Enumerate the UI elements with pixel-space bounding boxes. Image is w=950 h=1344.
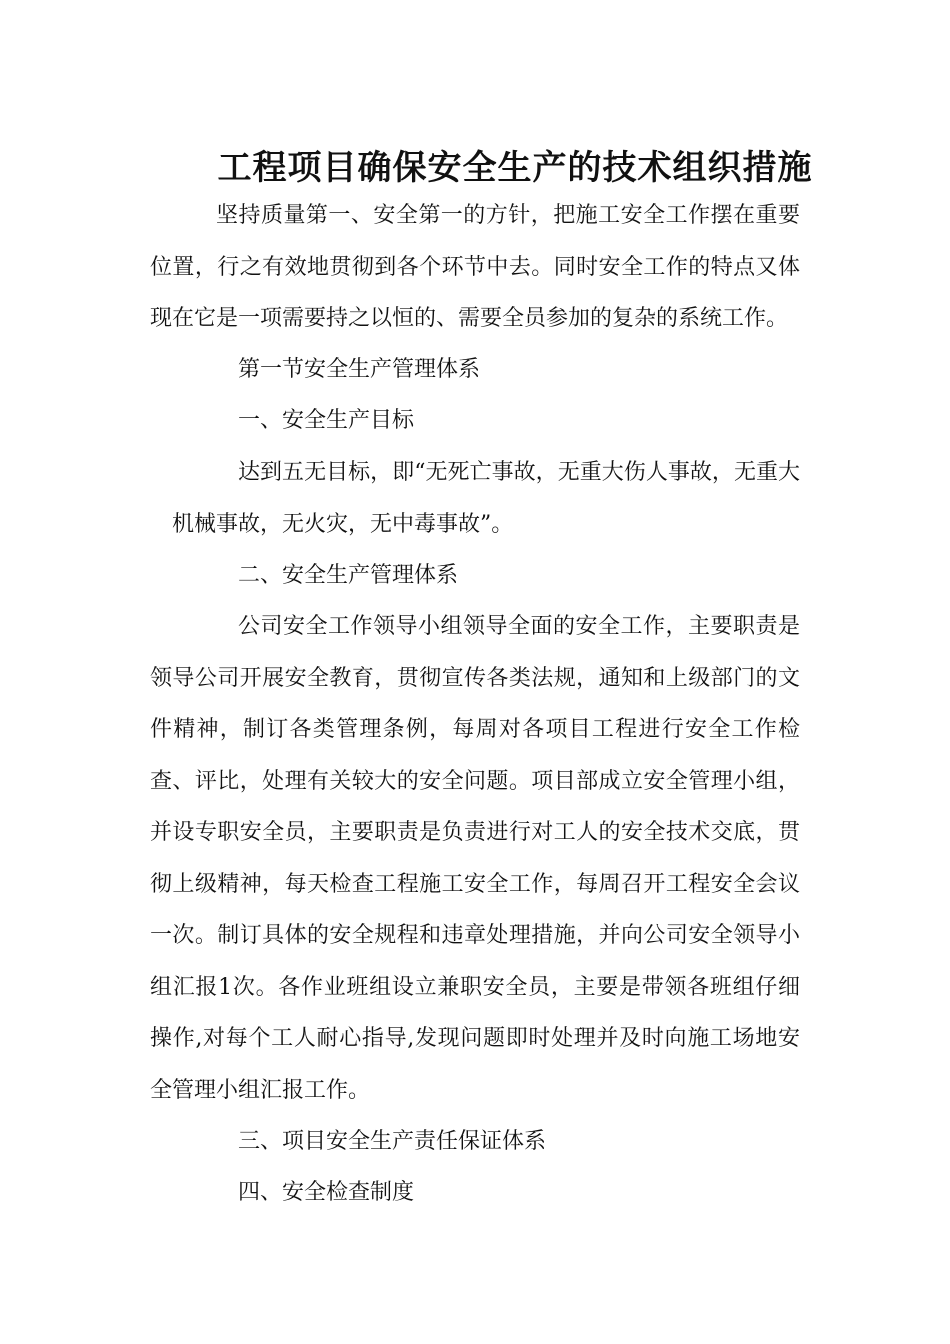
subsection-heading-inspection: 四、安全检查制度 (238, 1180, 415, 1205)
subsection-heading-targets: 一、安全生产目标 (238, 408, 415, 433)
management-paragraph: 公司安全工作领导小组领导全面的安全工作，主要职责是领导公司开展安全教育，贯彻宣传各类法规，通知和上级部门的文件精神，制订各类管理条例，每周对各项目工程进行安全工作检查、评比，处理有关较大的安全问题。项目部成立安全管理小组，并设专职安全员，主要职责是负责进行对工人的安全技术交底，贯彻上级精神，每天检查工程施工安全工作，每周召开工程安全会议一次。制订具体的安全规程和违章处理措施，并向公司安全领导小组汇报1次。各作业班组设立兼职安全员，主要是带领各班组仔细操作,对每个工人耐心指导,发现问题即时处理并及时向施工场地安全管理小组汇报工作。 (150, 614, 800, 1103)
subsection-heading-responsibility: 三、项目安全生产责任保证体系 (238, 1129, 547, 1154)
intro-paragraph: 坚持质量第一、安全第一的方针，把施工安全工作摆在重要位置，行之有效地贯彻到各个环节中去。同时安全工作的特点又体现在它是一项需要持之以恒的、需要全员参加的复杂的系统工作。 (150, 203, 800, 331)
document-title: 工程项目确保安全生产的技术组织措施 (217, 147, 813, 188)
targets-paragraph: 达到五无目标，即“无死亡事故，无重大伤人事故，无重大机械事故，无火灾，无中毒事故”。 (172, 460, 800, 537)
subsection-heading-management: 二、安全生产管理体系 (238, 563, 459, 588)
section-heading: 第一节安全生产管理体系 (238, 357, 481, 382)
